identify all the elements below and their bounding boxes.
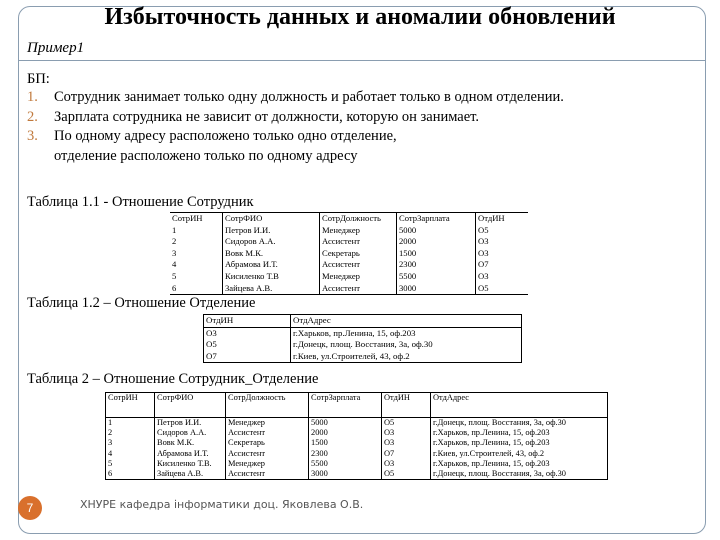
table-row — [106, 449, 608, 459]
table-cell: O3 — [476, 271, 529, 283]
bp-item-text: Сотрудник занимает только одну должность и работает только в одном отделении. — [54, 89, 564, 105]
table-cell: Ассистент — [226, 428, 309, 438]
table-cell: Секретарь — [226, 438, 309, 448]
table-cell: Сидоров А.А. — [155, 428, 226, 438]
table-cell: 2 — [106, 428, 155, 438]
table-cell: 5000 — [397, 225, 476, 237]
table-header: СотрФИО — [155, 393, 226, 418]
table-header: ОтдАдрес — [431, 393, 608, 418]
table-cell: г.Харьков, пр.Ленина, 15, оф.203 — [431, 438, 608, 448]
table-cell: O3 — [476, 248, 529, 260]
table-cell: Менеджер — [320, 271, 397, 283]
bp-item-text: По одному адресу расположено только одно отделение, — [54, 128, 397, 144]
table-cell: 5 — [106, 459, 155, 469]
table-header: ОтдИН — [204, 315, 291, 328]
bp-item — [27, 147, 564, 167]
table-cell: Менеджер — [226, 459, 309, 469]
table-cell: O5 — [476, 283, 529, 295]
department-table — [203, 314, 522, 363]
table-cell: O5 — [382, 469, 431, 480]
table-cell: Менеджер — [320, 225, 397, 237]
table-cell: 2300 — [309, 449, 382, 459]
bp-item — [27, 108, 564, 128]
table-header: СотрЗарплата — [397, 213, 476, 225]
table2-caption: Таблица 1.2 – Отношение Отделение — [27, 295, 256, 311]
table-header: СотрДолжность — [226, 393, 309, 418]
table-header: СотрДолжность — [320, 213, 397, 225]
table-cell: Абрамова И.Т. — [155, 449, 226, 459]
table-cell: 3000 — [397, 283, 476, 295]
table-cell: 5500 — [397, 271, 476, 283]
table-cell: Кисиленко Т.В. — [155, 459, 226, 469]
table-cell: 3000 — [309, 469, 382, 480]
title-divider — [18, 60, 706, 61]
table-header: ОтдАдрес — [291, 315, 522, 328]
table-cell: 4 — [172, 259, 177, 270]
table-header: ОтдИН — [476, 213, 529, 225]
table-cell: Менеджер — [226, 418, 309, 429]
page-number-badge: 7 — [18, 496, 42, 520]
employee-table — [170, 212, 528, 295]
table-cell: O7 — [476, 259, 529, 271]
table-cell: Абрамова И.Т. — [223, 259, 320, 271]
table-cell: г.Донецк, площ. Восстания, 3а, оф.30 — [431, 469, 608, 480]
table-cell: O3 — [382, 428, 431, 438]
table-row — [106, 428, 608, 438]
table-row — [170, 259, 528, 271]
table-row — [170, 271, 528, 283]
table-cell: O3 — [204, 327, 291, 339]
table-cell: Сидоров А.А. — [223, 236, 320, 248]
table-cell: 3 — [106, 438, 155, 448]
table-cell: 1 — [106, 418, 155, 429]
table-cell: Ассистент — [320, 259, 397, 271]
table-cell: Ассистент — [226, 469, 309, 480]
table-cell: Ассистент — [226, 449, 309, 459]
table-header: СотрФИО — [223, 213, 320, 225]
bp-item — [27, 127, 564, 147]
table-cell: Петров И.И. — [155, 418, 226, 429]
table-row — [204, 327, 522, 339]
table-row — [106, 438, 608, 448]
bp-item-text: отделение расположено только по одному адресу — [54, 147, 358, 164]
bp-item-text: Зарплата сотрудника не зависит от должности, которую он занимает. — [54, 108, 480, 125]
bp-item-number: 3. — [27, 128, 38, 144]
table-cell: 1 — [172, 224, 177, 235]
table-cell: Ассистент — [320, 236, 397, 248]
slide-title: Избыточность данных и аномалии обновлений — [104, 4, 616, 30]
table-cell: Зайцева А.В. — [155, 469, 226, 480]
table-cell: г.Харьков, пр.Ленина, 15, оф.203 — [291, 327, 522, 339]
table-row — [170, 248, 528, 260]
table-cell: O7 — [382, 449, 431, 459]
table-cell: O3 — [476, 236, 529, 248]
table-cell: 6 — [106, 469, 155, 480]
table-cell: 1500 — [397, 248, 476, 260]
bp-item-number: 2. — [27, 108, 38, 125]
table-cell: 2000 — [309, 428, 382, 438]
table-cell: Петров И.И. — [223, 225, 320, 237]
table-cell: O7 — [204, 351, 291, 363]
table-cell: 6 — [172, 282, 177, 293]
table-cell: O3 — [382, 438, 431, 448]
table-cell: 2300 — [397, 259, 476, 271]
table-row — [204, 339, 522, 351]
table-cell: O5 — [382, 418, 431, 429]
table-cell: Вовк М.К. — [223, 248, 320, 260]
table-cell: Зайцева А.В. — [223, 283, 320, 295]
table-cell: 3 — [172, 247, 177, 258]
table-cell: 2000 — [397, 236, 476, 248]
table-cell: г.Харьков, пр.Ленина, 15, оф.203 — [431, 459, 608, 469]
table-cell: г.Харьков, пр.Ленина, 15, оф.203 — [431, 428, 608, 438]
table-header: СотрИН — [172, 213, 203, 223]
table-cell: 2 — [172, 236, 177, 247]
bp-item — [27, 88, 564, 108]
table-cell: 5000 — [309, 418, 382, 429]
footer-text: ХНУРЕ кафедра інформатики доц. Яковлева О.В. — [80, 498, 364, 511]
table-cell: O3 — [382, 459, 431, 469]
table-cell: Секретарь — [320, 248, 397, 260]
employee-department-table — [105, 392, 608, 480]
table-cell: O5 — [204, 339, 291, 351]
table-header: СотрИН — [106, 393, 155, 418]
table-cell: Кисиленко Т.В — [223, 271, 320, 283]
table-cell: O5 — [476, 225, 529, 237]
table-cell: 4 — [106, 449, 155, 459]
table-cell: г.Киев, ул.Строителей, 43, оф.2 — [431, 449, 608, 459]
table-row — [106, 459, 608, 469]
table-cell: 5 — [172, 270, 177, 281]
table-cell: 5500 — [309, 459, 382, 469]
table-row — [204, 351, 522, 363]
table-row — [170, 225, 528, 237]
table-header: ОтдИН — [382, 393, 431, 418]
table-cell: г.Донецк, площ. Восстания, 3а, оф.30 — [431, 418, 608, 429]
table1-caption: Таблица 1.1 - Отношение Сотрудник — [27, 194, 254, 210]
bp-item-number: 1. — [27, 89, 38, 105]
bp-item-number — [27, 147, 54, 167]
table-row — [106, 469, 608, 480]
slide-subtitle: Пример1 — [27, 40, 85, 56]
table3-caption: Таблица 2 – Отношение Сотрудник_Отделение — [27, 371, 319, 387]
bp-label: БП: — [27, 71, 50, 87]
bp-list — [27, 88, 564, 166]
table-cell: Ассистент — [320, 283, 397, 295]
table-cell: г.Киев, ул.Строителей, 43, оф.2 — [291, 351, 522, 363]
table-header: СотрЗарплата — [309, 393, 382, 418]
table-row — [170, 283, 528, 295]
table-cell: Вовк М.К. — [155, 438, 226, 448]
table-row — [170, 236, 528, 248]
table-row — [106, 418, 608, 429]
table-cell: г.Донецк, площ. Восстания, 3а, оф.30 — [291, 339, 522, 351]
table-cell: 1500 — [309, 438, 382, 448]
